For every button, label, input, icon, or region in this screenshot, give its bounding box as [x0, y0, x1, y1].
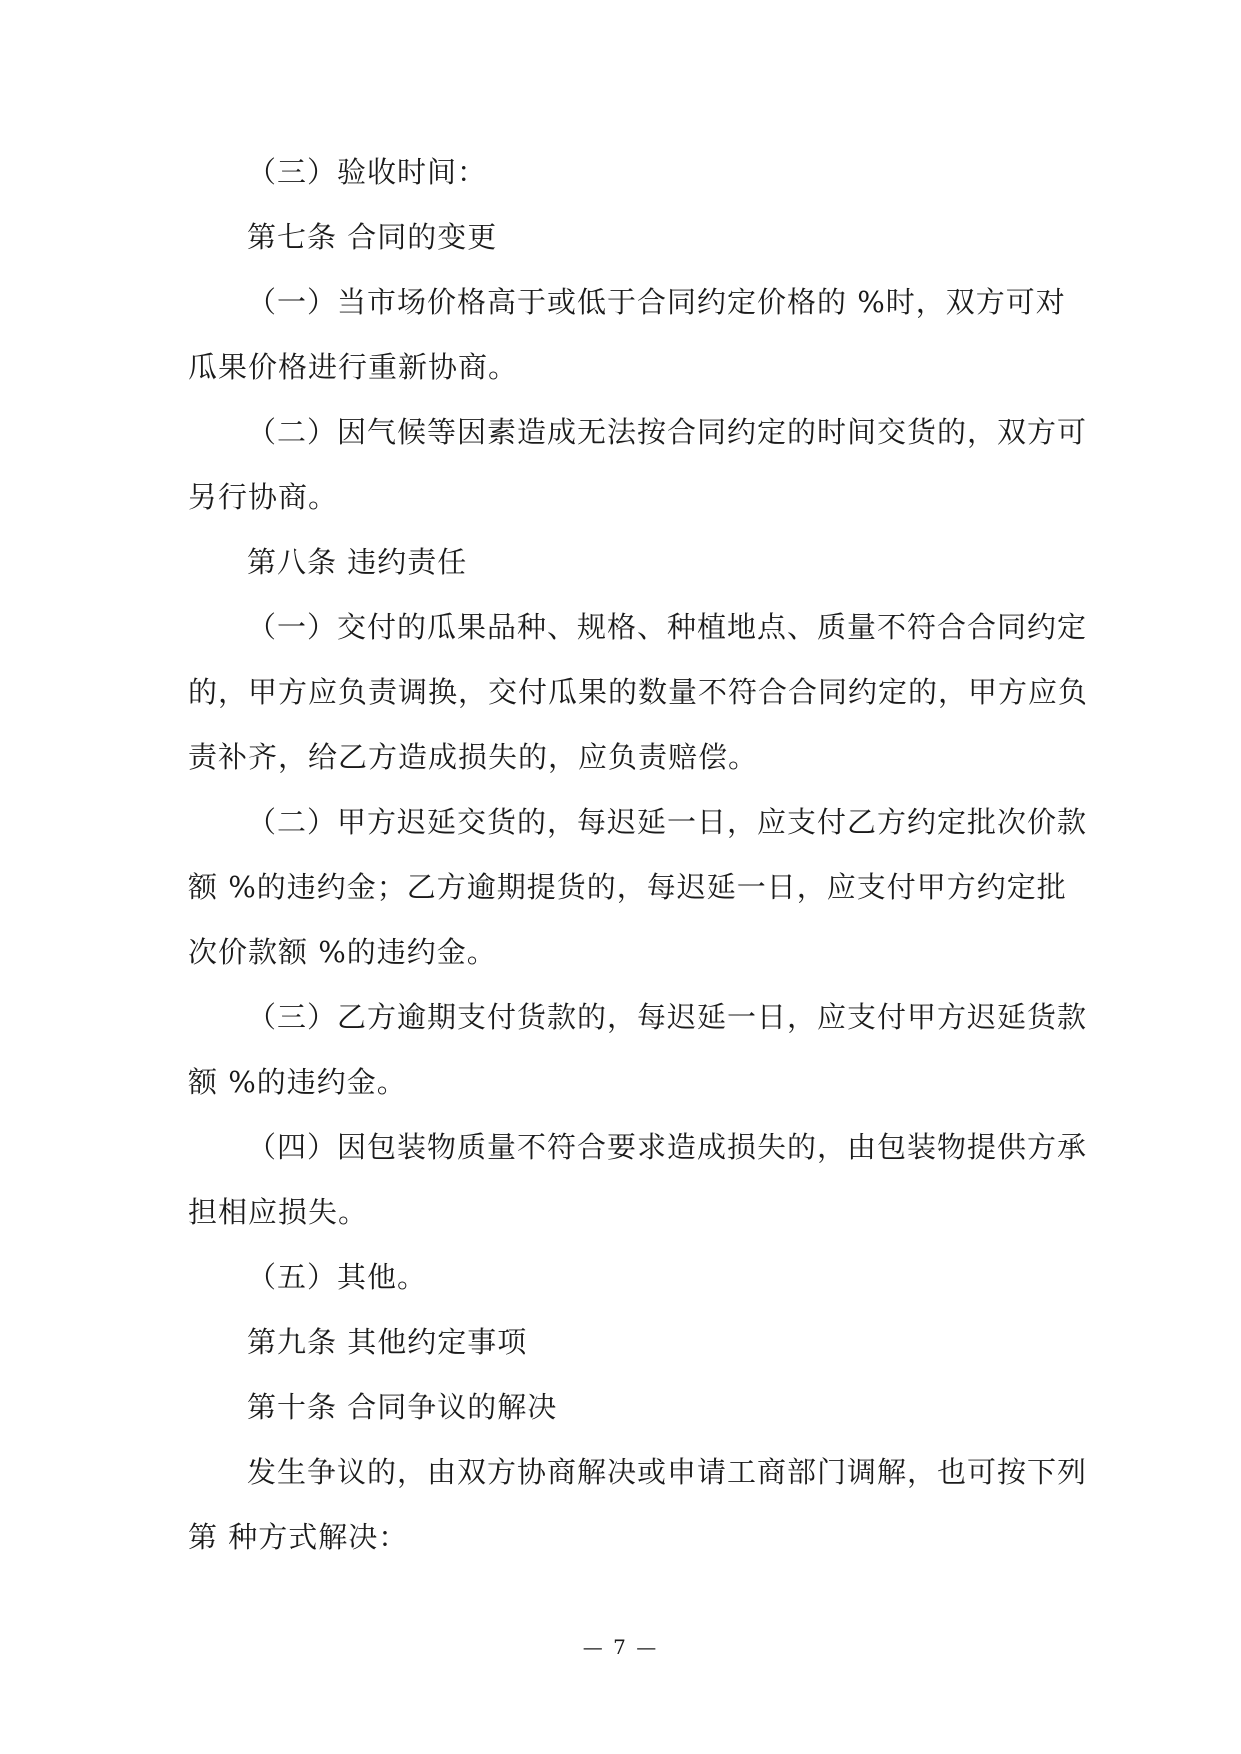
text-line: 担相应损失。: [188, 1195, 369, 1229]
text-line: （一）交付的瓜果品种、规格、种植地点、质量不符合合同约定: [247, 610, 1088, 644]
text-line: （二）因气候等因素造成无法按合同约定的时间交货的，双方可: [247, 415, 1088, 449]
text-line: （五）其他。: [247, 1260, 428, 1294]
text-line: 发生争议的，由双方协商解决或申请工商部门调解，也可按下列: [247, 1455, 1088, 1489]
text-line: 责补齐，给乙方造成损失的，应负责赔偿。: [188, 740, 759, 774]
text-line: 的，甲方应负责调换，交付瓜果的数量不符合合同约定的，甲方应负: [188, 675, 1089, 709]
text-line: 额 %的违约金。: [188, 1065, 407, 1099]
text-line: （二）甲方迟延交货的，每迟延一日，应支付乙方约定批次价款: [247, 805, 1088, 839]
page-number: — 7 —: [582, 1635, 659, 1659]
text-line: （一）当市场价格高于或低于合同约定价格的 %时，双方可对: [247, 285, 1066, 319]
section-heading: 第九条 其他约定事项: [247, 1325, 528, 1359]
text-line: 第 种方式解决：: [188, 1520, 409, 1554]
text-line: 次价款额 %的违约金。: [188, 935, 497, 969]
section-heading: 第七条 合同的变更: [247, 220, 498, 254]
section-heading: 第十条 合同争议的解决: [247, 1390, 558, 1424]
text-line: 额 %的违约金；乙方逾期提货的，每迟延一日，应支付甲方约定批: [188, 870, 1067, 904]
section-heading: 第八条 违约责任: [247, 545, 468, 579]
text-line: （三）乙方逾期支付货款的，每迟延一日，应支付甲方迟延货款: [247, 1000, 1088, 1034]
text-line: （四）因包装物质量不符合要求造成损失的，由包装物提供方承: [247, 1130, 1088, 1164]
text-line: 另行协商。: [188, 480, 339, 514]
text-line: 瓜果价格进行重新协商。: [188, 350, 519, 384]
text-line: （三）验收时间：: [247, 155, 488, 189]
